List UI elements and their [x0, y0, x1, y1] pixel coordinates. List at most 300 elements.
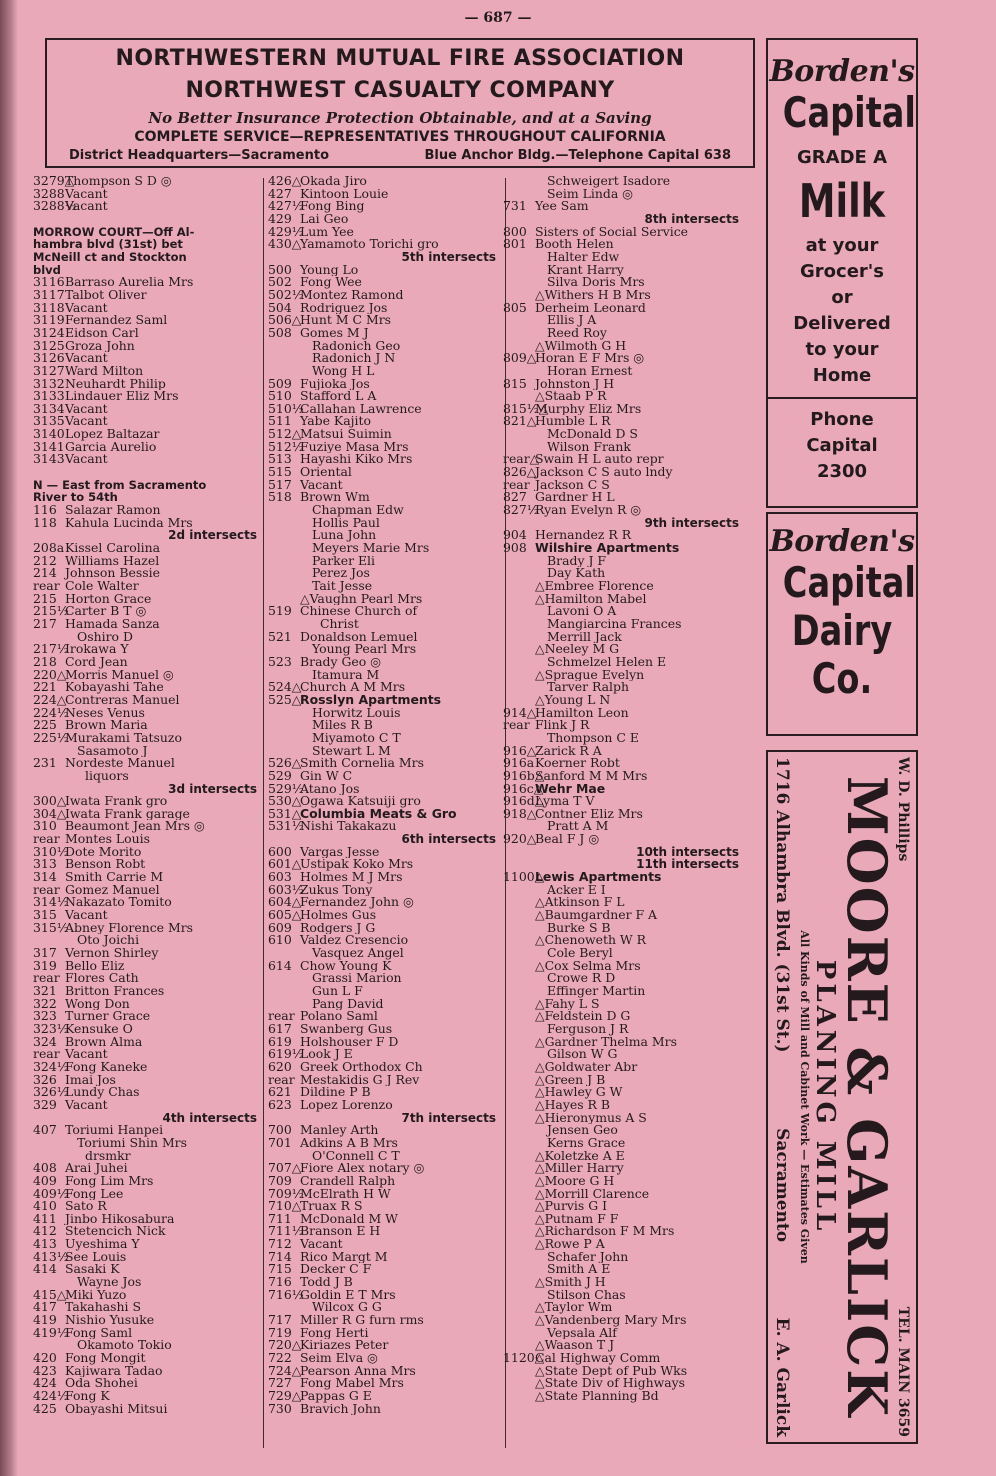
listing-entry [503, 1150, 743, 1163]
resident-name: Holmes Gus [300, 909, 377, 922]
house-number: 329 [33, 1098, 57, 1112]
listing-entry [268, 200, 500, 213]
ad-address: 1716 Alhambra Blvd. (31st St.) [772, 757, 792, 1053]
listing-entry [33, 694, 261, 707]
listing-entry [503, 504, 743, 517]
resident-name: Sasaki K [65, 1263, 120, 1277]
resident-name: Toriumi Hanpei [65, 1124, 164, 1137]
listing-entry [268, 795, 500, 808]
resident-name: Hamilton Leon [535, 706, 629, 720]
listing-entry [268, 1061, 500, 1074]
house-number: 425 [33, 1402, 57, 1416]
listing-entry [33, 656, 261, 669]
listing-entry [268, 428, 500, 441]
house-number: 717 [268, 1314, 292, 1327]
resident-name: Gilson W G [547, 1048, 618, 1061]
resident-name: Flink J R [535, 719, 590, 732]
house-number: 707△ [268, 1162, 302, 1175]
listing-entry [268, 1162, 500, 1175]
resident-name: Pang David [312, 997, 384, 1011]
house-number: 300△ [33, 795, 67, 808]
resident-name: Stilson Chas [547, 1288, 626, 1302]
resident-name: Sisters of Social Service [535, 225, 689, 239]
listing-entry [503, 491, 743, 504]
listing-entry [268, 415, 500, 428]
listing-entry [268, 972, 500, 985]
house-number: 3134 [33, 402, 65, 416]
resident-name: Ogawa Katsuiji gro [300, 795, 421, 808]
resident-name: Wong H L [312, 364, 375, 378]
house-number: 529 [268, 769, 292, 783]
listing-entry [268, 1137, 500, 1150]
listing-entry [268, 1327, 500, 1340]
house-number: 217 [33, 617, 57, 631]
resident-name: △Hawley G W [535, 1086, 623, 1099]
listing-entry [503, 770, 743, 783]
listing-entry [268, 175, 500, 188]
resident-name: Vacant [65, 1098, 108, 1112]
resident-name: Hayashi Kiko Mrs [300, 453, 413, 467]
resident-name: △Smith J H [535, 1276, 606, 1289]
listing-entry [268, 1225, 500, 1238]
resident-name: Horwitz Louis [312, 706, 401, 720]
resident-name: Church A M Mrs [300, 681, 406, 694]
house-number: 218 [33, 655, 57, 669]
listing-entry [33, 1074, 261, 1087]
resident-name: Chinese Church of [300, 605, 418, 618]
resident-name: Wong Don [65, 997, 130, 1011]
house-number: rear [33, 1048, 60, 1061]
house-number: 410 [33, 1200, 57, 1213]
resident-name: Chow Young K [300, 959, 392, 973]
listing-entry [33, 719, 261, 732]
listing-entry [503, 1301, 743, 1314]
listing-entry [503, 884, 743, 897]
listing-entry [33, 669, 261, 682]
resident-name: △Neeley M G [535, 643, 620, 656]
listing-entry [33, 1225, 261, 1238]
listing-entry [33, 302, 261, 315]
resident-name: Kajiwara Tadao [65, 1364, 163, 1378]
listing-entry [268, 555, 500, 568]
listing-entry [503, 1010, 743, 1023]
listing-entry [33, 1023, 261, 1036]
listing-entry [33, 618, 261, 631]
house-number: 918△ [503, 807, 537, 821]
ad-capital: Capital [782, 558, 916, 607]
resident-name: Brown Wm [300, 491, 370, 505]
resident-name: △Withers H B Mrs [535, 288, 651, 302]
resident-name: drsmkr [85, 1149, 131, 1163]
listing-entry [268, 264, 500, 277]
listing-entry [33, 1124, 261, 1137]
resident-name: Matsui Suimin [300, 428, 392, 441]
resident-name: Neuhardt Philip [65, 377, 166, 391]
resident-name: Pappas G E [300, 1390, 372, 1403]
house-number: 715 [268, 1263, 292, 1277]
resident-name: Mestakidis G J Rev [300, 1073, 420, 1087]
house-number: 317 [33, 947, 57, 960]
listing-entry [268, 1023, 500, 1036]
house-number: 3288½ [33, 200, 77, 213]
resident-name: Smith A E [547, 1263, 611, 1277]
listing-entry [33, 555, 261, 568]
listing-entry [33, 985, 261, 998]
ad-divider [768, 397, 916, 399]
house-number: 510 [268, 390, 292, 403]
listing-entry [503, 542, 743, 555]
listing-entry [33, 1314, 261, 1327]
house-number: 617 [268, 1022, 292, 1036]
listing-entry [33, 567, 261, 580]
listing-entry [33, 580, 261, 593]
listing-entry [33, 453, 261, 466]
resident-name: Sasamoto J [77, 744, 148, 758]
resident-name: Seim Elva ◎ [300, 1352, 378, 1365]
house-number: 225 [33, 719, 57, 732]
directory-column-1 [33, 175, 261, 1415]
ad-milk: Milk [798, 174, 886, 228]
house-number: rear [503, 719, 530, 732]
listing-entry [503, 428, 743, 441]
house-number: 208a [33, 542, 65, 555]
resident-name: Mangiarcina Frances [547, 617, 682, 631]
listing-entry [268, 1074, 500, 1087]
house-number: 722 [268, 1352, 292, 1365]
resident-name: Contreras Manuel [65, 693, 180, 707]
house-number: 3133 [33, 390, 65, 403]
resident-name: Perez Jos [312, 567, 370, 580]
resident-name: Iwata Frank gro [65, 795, 168, 808]
resident-name: Horton Grace [65, 592, 152, 606]
house-number: 508 [268, 326, 292, 340]
listing-entry [268, 694, 500, 707]
resident-name: Lum Yee [300, 225, 354, 239]
resident-name: Young Pearl Mrs [312, 643, 417, 656]
resident-name: Swanberg Gus [300, 1022, 393, 1036]
house-number: 502 [268, 276, 292, 289]
house-number: 217½ [33, 643, 69, 656]
house-number: 319 [33, 959, 57, 973]
listing-entry [503, 593, 743, 606]
house-number: 215 [33, 592, 57, 606]
listing-entry [268, 669, 500, 682]
resident-name: Salazar Ramon [65, 504, 161, 517]
house-number: 221 [33, 681, 57, 694]
house-number: 603 [268, 871, 292, 884]
ad-company-line-1: NORTHWESTERN MUTUAL FIRE ASSOCIATION [115, 46, 685, 71]
house-number: 3127 [33, 364, 65, 378]
listing-entry [268, 365, 500, 378]
listing-entry [33, 504, 261, 517]
listing-entry [268, 998, 500, 1011]
resident-name: Eidson Carl [65, 326, 139, 340]
listing-entry [268, 808, 500, 821]
resident-name: Talbot Oliver [65, 288, 147, 302]
resident-name: Vacant [65, 352, 108, 365]
house-number: 916d△ [503, 795, 545, 808]
listing-entry [503, 694, 743, 707]
listing-entry [33, 1010, 261, 1023]
resident-name: Vasquez Angel [312, 947, 404, 960]
house-number: 701 [268, 1136, 292, 1150]
house-number: 225½ [33, 731, 69, 745]
resident-name: Young Lo [300, 263, 359, 277]
resident-name: Ward Milton [65, 364, 144, 378]
intersect-heading: 6th intersects [401, 833, 496, 846]
resident-name: Adkins A B Mrs [300, 1136, 398, 1150]
listing-entry [268, 643, 500, 656]
house-number: 601△ [268, 858, 302, 872]
resident-name: Schmelzel Helen E [547, 655, 667, 669]
listing-entry [33, 1200, 261, 1213]
house-number: 815 [503, 377, 527, 391]
house-number: 408 [33, 1162, 57, 1175]
resident-name: Kensuke O [65, 1022, 133, 1036]
listing-entry [503, 707, 743, 720]
resident-name: Fuziye Masa Mrs [300, 440, 409, 454]
listing-entry [268, 960, 500, 973]
listing-entry [503, 453, 743, 466]
listing-entry [33, 441, 261, 454]
listing-entry [268, 846, 500, 859]
resident-name: Columbia Meats & Gro [300, 807, 457, 821]
resident-name: △Cox Selma Mrs [535, 959, 641, 973]
listing-entry [268, 491, 500, 504]
house-number: 603½ [268, 883, 304, 897]
resident-name: Vacant [300, 1238, 343, 1251]
listing-entry [33, 314, 261, 327]
resident-name: Decker C F [300, 1263, 372, 1277]
house-number: 530△ [268, 795, 302, 808]
resident-name: Miyamoto C T [312, 731, 401, 745]
house-number: 531½ [268, 820, 304, 834]
resident-name: Garcia Aurelio [65, 440, 157, 454]
house-number: rear [33, 580, 60, 593]
listing-entry [33, 922, 261, 935]
intersect-heading: 7th intersects [401, 1111, 496, 1125]
resident-name: Dildine P B [300, 1086, 371, 1099]
listing-entry [268, 1301, 500, 1314]
listing-entry [503, 922, 743, 935]
house-number: 711½ [268, 1225, 304, 1239]
listing-entry [33, 403, 261, 416]
house-number: 212 [33, 554, 57, 568]
listing-entry [33, 378, 261, 391]
resident-name: Cole Beryl [547, 947, 613, 960]
resident-name: Rodgers J G [300, 921, 376, 935]
listing-entry [268, 314, 500, 327]
listing-entry [503, 580, 743, 593]
house-number: 916△ [503, 744, 537, 758]
listing-entry [268, 1036, 500, 1049]
resident-name: △Wilmoth G H [535, 339, 627, 353]
listing-entry [33, 858, 261, 871]
resident-name: Bello Eliz [65, 959, 125, 973]
listing-entry [503, 1074, 743, 1087]
listing-entry [268, 770, 500, 783]
intersect-heading: 4th intersects [162, 1111, 257, 1125]
listing-entry [503, 1213, 743, 1226]
street-heading: blvd [33, 263, 61, 277]
listing-entry [503, 1390, 743, 1403]
resident-name: Silva Doris Mrs [547, 276, 645, 289]
listing-entry [503, 1238, 743, 1251]
listing-entry [268, 732, 500, 745]
house-number: 3117 [33, 288, 65, 302]
listing-entry [503, 1314, 743, 1327]
listing-entry [33, 415, 261, 428]
street-heading: hambra blvd (31st) bet [33, 238, 183, 251]
house-number: 324 [33, 1035, 57, 1049]
listing-entry [268, 1352, 500, 1365]
house-number: 3119 [33, 314, 65, 327]
intersect-heading: 3d intersects [168, 782, 257, 796]
resident-name: Fong Mabel Mrs [300, 1377, 404, 1390]
house-number: 118 [33, 516, 57, 530]
listing-entry [268, 1339, 500, 1352]
resident-name: Seim Linda ◎ [547, 187, 634, 201]
house-number: 419 [33, 1314, 57, 1327]
house-number: 429 [268, 212, 292, 226]
resident-name: Hollis Paul [312, 516, 380, 530]
listing-entry [503, 276, 743, 289]
listing-entry [268, 441, 500, 454]
listing-entry [503, 618, 743, 631]
listing-entry [33, 188, 261, 201]
house-number: 724△ [268, 1364, 302, 1378]
house-number: 727 [268, 1377, 292, 1390]
resident-name: Vacant [300, 478, 343, 492]
resident-name: Wilshire Apartments [535, 542, 680, 555]
resident-name: △State Dept of Pub Wks [535, 1364, 688, 1378]
intersect-heading: 9th intersects [644, 516, 739, 530]
ad-firm-name: MOORE & GARLICK [835, 775, 899, 1419]
listing-entry [268, 390, 500, 403]
house-number: 620 [268, 1060, 292, 1074]
house-number: 619½ [268, 1048, 304, 1061]
resident-name: Sato R [65, 1200, 107, 1213]
listing-entry [503, 795, 743, 808]
resident-name: Vacant [65, 1048, 108, 1061]
resident-name: △Vandenberg Mary Mrs [535, 1314, 687, 1327]
ad-phone-number: 2300 [816, 461, 868, 482]
resident-name: Schweigert Isadore [547, 175, 671, 188]
house-number: rear [33, 883, 60, 897]
resident-name: Booth Helen [535, 238, 614, 251]
listing-entry [503, 1112, 743, 1125]
ad-dairy: Dairy [791, 606, 893, 655]
resident-name: Schafer John [547, 1250, 629, 1264]
resident-name: Miki Yuzo [65, 1288, 127, 1302]
listing-entry [268, 681, 500, 694]
resident-name: Kissel Carolina [65, 542, 161, 555]
resident-name: Oshiro D [77, 630, 133, 644]
listing-entry [503, 302, 743, 315]
resident-name: Vacant [65, 909, 108, 922]
listing-entry [503, 378, 743, 391]
resident-name: Rosslyn Apartments [300, 693, 442, 707]
listing-entry [503, 175, 743, 188]
resident-name: O'Connell C T [312, 1149, 400, 1163]
resident-name: Tait Jesse [312, 580, 373, 593]
listing-entry [268, 1377, 500, 1390]
house-number: 815½△ [503, 402, 549, 416]
resident-name: Kerns Grace [547, 1136, 626, 1150]
house-number: 509 [268, 377, 292, 391]
house-number: 801 [503, 238, 527, 251]
listing-entry [268, 188, 500, 201]
house-number: 3288 [33, 187, 65, 201]
resident-name: Obayashi Mitsui [65, 1402, 168, 1416]
resident-name: Beal F J ◎ [535, 833, 600, 846]
borden-logo: Borden's [769, 54, 915, 89]
house-number: 419½ [33, 1326, 69, 1340]
house-number: 506△ [268, 314, 302, 327]
listing-entry [33, 340, 261, 353]
house-number: 413½ [33, 1250, 69, 1264]
listing-entry [503, 1352, 743, 1365]
resident-name: Murakami Tatsuzo [65, 731, 182, 745]
house-number: 614 [268, 959, 292, 973]
listing-entry [33, 1036, 261, 1049]
resident-name: △Feldstein D G [535, 1010, 631, 1023]
resident-name: Vargas Jesse [300, 845, 380, 859]
house-number: 215½ [33, 605, 69, 618]
listing-entry [268, 213, 500, 226]
resident-name: Manley Arth [300, 1124, 379, 1137]
ad-telephone: TEL. MAIN 3659 [895, 1306, 911, 1437]
listing-entry [503, 985, 743, 998]
directory-column-3 [503, 175, 743, 1403]
resident-name: Radonich Geo [312, 339, 401, 353]
listing-entry [268, 580, 500, 593]
house-number: 512½ [268, 440, 304, 454]
listing-entry [33, 517, 261, 530]
listing-entry [33, 909, 261, 922]
house-number: 3279△ [33, 175, 75, 188]
house-number: 500 [268, 263, 292, 277]
listing-entry [503, 783, 743, 796]
resident-name: Yabe Kajito [300, 415, 371, 429]
house-number: 310½ [33, 845, 69, 859]
listing-entry [33, 1061, 261, 1074]
resident-name: Brown Maria [65, 719, 148, 732]
listing-entry [503, 871, 743, 884]
resident-name: Yee Sam [535, 200, 589, 213]
house-number: rear [268, 1010, 295, 1023]
resident-name: Pearson Anna Mrs [300, 1364, 416, 1378]
house-number: 710△ [268, 1200, 302, 1213]
listing-entry [503, 1339, 743, 1352]
ad-text: Home [812, 365, 872, 386]
listing-entry [503, 390, 743, 403]
listing-entry [268, 567, 500, 580]
resident-name: Krant Harry [547, 263, 624, 277]
resident-name: Stafford L A [300, 390, 377, 403]
resident-name: Atano Jos [300, 782, 360, 796]
listing-entry [33, 707, 261, 720]
house-number: rear△ [503, 453, 540, 467]
resident-name: Vacant [65, 453, 108, 467]
listing-entry [33, 833, 261, 846]
listing-entry [503, 745, 743, 758]
resident-name: Brady Geo ◎ [300, 655, 382, 669]
listing-entry [33, 795, 261, 808]
intersect-heading: 2d intersects [168, 529, 257, 543]
house-number: 326 [33, 1073, 57, 1087]
borden-milk-advertisement [766, 38, 918, 508]
